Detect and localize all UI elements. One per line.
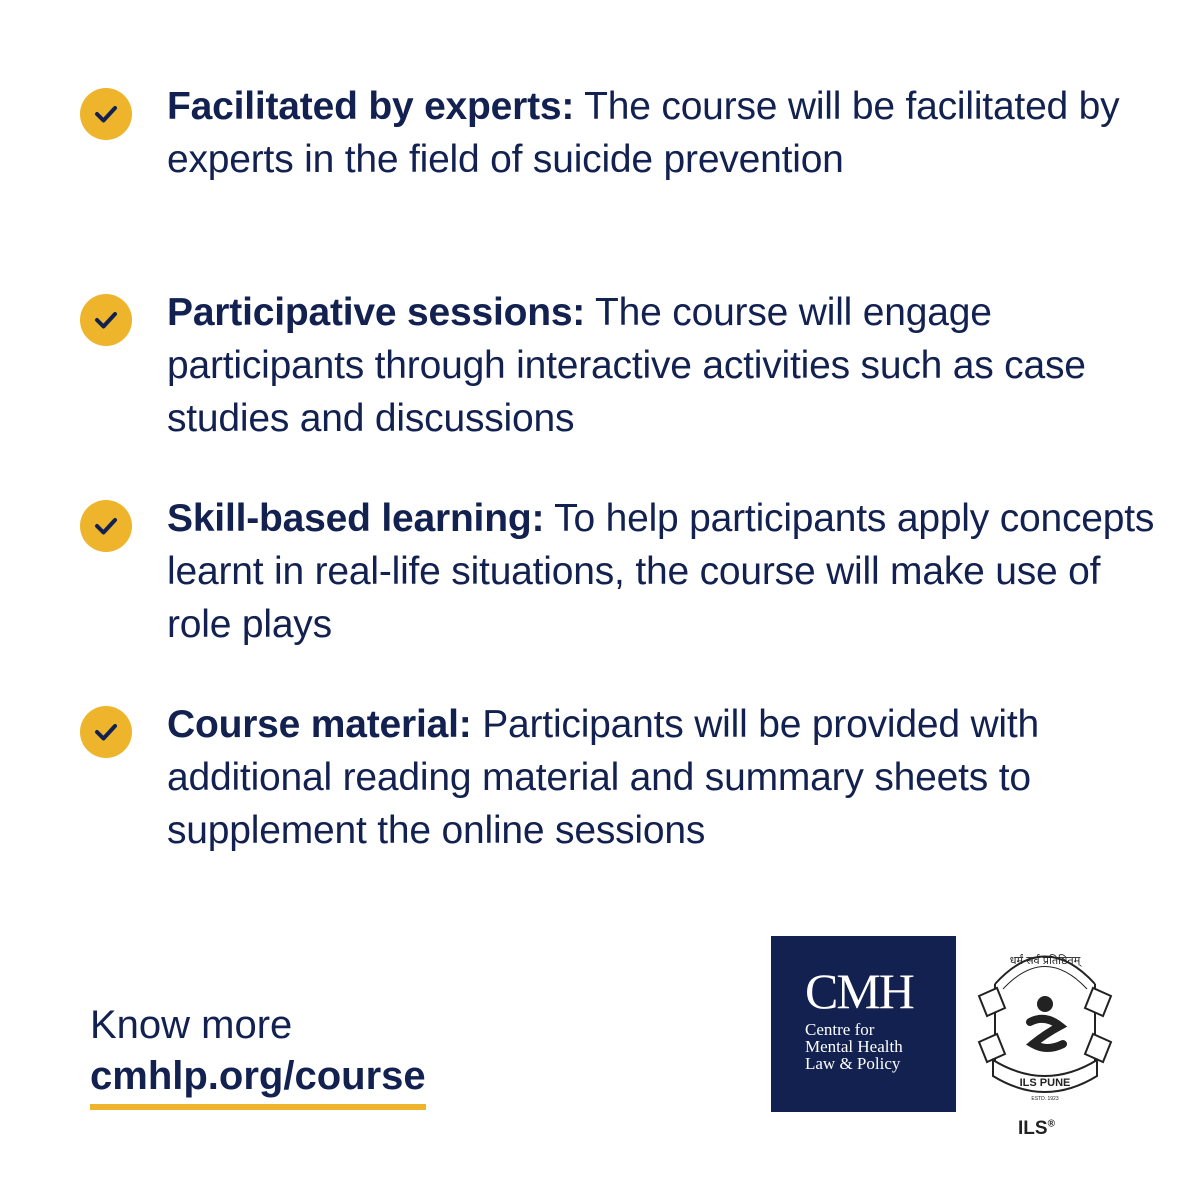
ils-label-text: ILS [1018,1118,1048,1139]
cmh-name-line: Law & Policy [805,1054,901,1073]
feature-text [167,80,1168,186]
feature-title: Facilitated by experts: [167,85,575,128]
course-link[interactable]: cmhlp.org/course [90,1050,426,1110]
feature-description: To help participants apply concepts learnt in real-life situations, the course will make use of role plays [167,497,1155,646]
ils-estd: ESTD. 1923 [1031,1096,1059,1102]
feature-item [78,80,1168,286]
feature-item [78,698,1168,904]
feature-description: The course will be facilitated by experts in the field of suicide prevention [167,85,1120,181]
feature-item [78,286,1168,492]
call-to-action [90,1000,426,1110]
feature-item [78,492,1168,698]
feature-title: Participative sessions: [167,291,586,334]
cmh-name-line: Mental Health [805,1037,903,1056]
cmh-logo-name [805,1021,903,1072]
check-icon [80,294,132,346]
cmh-name-line: Centre for [805,1020,875,1039]
feature-description: The course will engage participants through interactive activities such as case studies and discussions [167,291,1086,440]
check-icon [80,706,132,758]
feature-text [167,492,1168,651]
feature-title: Skill-based learning: [167,497,545,540]
ils-ribbon-text: ILS PUNE [1019,1077,1071,1089]
feature-text [167,698,1168,857]
ils-pune-emblem [975,934,1115,1149]
ils-label [1018,1118,1055,1140]
registered-mark: ® [1047,1118,1055,1130]
cmhlp-logo [771,936,956,1112]
feature-description: Participants will be provided with additional reading material and summary sheets to supplement the online sessions [167,703,1040,852]
know-more-label: Know more [90,1003,293,1047]
feature-text [167,286,1168,445]
cmh-logo-mark: CMH [805,963,913,1019]
feature-title: Course material: [167,703,472,746]
check-icon [80,88,132,140]
feature-list [78,80,1168,904]
ils-motto: धर्मं सर्वं प्रतिष्ठितम् [1009,955,1081,967]
check-icon [80,500,132,552]
